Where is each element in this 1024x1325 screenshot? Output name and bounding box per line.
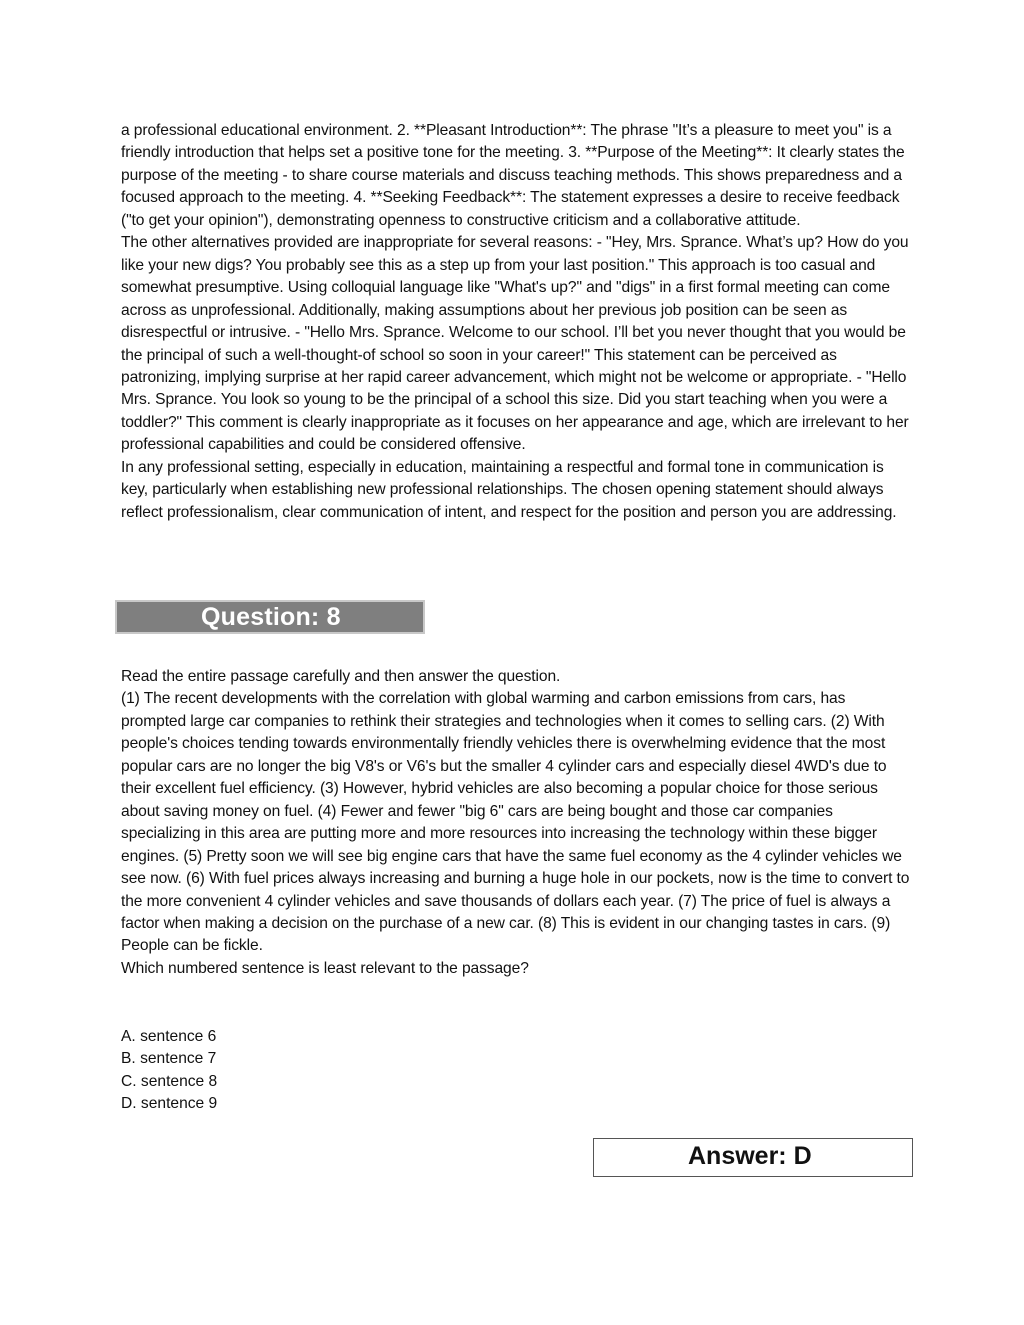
question-prompt: Which numbered sentence is least relevant to the passage? [121,959,529,977]
question-body [121,666,911,980]
answer-options [121,1026,217,1116]
question-header [115,600,425,634]
option-a: A. sentence 6 [121,1028,217,1045]
explanation-paragraph-3: In any professional setting, especially in education, maintaining a respectful and formal tone in communication is key, particularly when establishing new professional relationships. The chosen opening statement should always reflect professionalism, clear communication of intent, and respect for the position and person you are addressing. [121,458,897,521]
explanation-paragraph-1: a professional educational environment. 2. **Pleasant Introduction**: The phrase "It’s a pleasure to meet you" is a friendly introduction that helps set a positive tone for the meeting. 3. **Purpose of the Meeting**: It clearly states the purpose of the meeting - to share course materials and discuss teaching methods. This shows preparedness and a focused approach to the meeting. 4. **Seeking Feedback**: The statement expresses a desire to receive feedback ("to get your opinion"), demonstrating openness to constructive criticism and a collaborative attitude. [121,122,905,229]
answer-box [593,1138,913,1177]
explanation-paragraph-2: The other alternatives provided are inappropriate for several reasons: - "Hey, Mrs. Sprance. What’s up? How do you like your new digs? You probably see this as a step up from your last position." This approach is too casual and somewhat presumptive. Using colloquial language like "What's up?" and "digs" in a first formal meeting can come across as unprofessional. Additionally, making assumptions about her previous job position can be seen as disrespectful or intrusive. - "Hello Mrs. Sprance. Welcome to our school. I’ll bet you never thought that you would be the principal of such a well-thought-of school so soon in your career!" This statement can be perceived as patronizing, implying surprise at her rapid career advancement, which might not be welcome or appropriate. - "Hello Mrs. Sprance. You look so young to be the principal of a school this size. Did you start teaching when you were a toddler?" This comment is clearly inappropriate as it focuses on her appearance and age, which are irrelevant to her professional capabilities and could be considered offensive. [121,234,909,454]
option-c: C. sentence 8 [121,1072,218,1090]
option-d: D. sentence 9 [121,1095,218,1113]
previous-explanation [121,120,911,524]
question-passage: (1) The recent developments with the correlation with global warming and carbon emissions from cars, has prompted large car companies to rethink their strategies and technologies when it comes to selling cars. (2) With people's choices tending towards environmentally friendly vehicles there is overwhelming evidence that the most popular cars are no longer the big V8's or V6's but the smaller 4 cylinder cars and especially diesel 4WD's due to their excellent fuel efficiency. (3) However, hybrid vehicles are also becoming a popular choice for those serious about saving money on fuel. (4) Fewer and fewer "big 6" cars are being bought and those car companies specializing in this area are putting more and more resources into increasing the technology within these bigger engines. (5) Pretty soon we will see big engine cars that have the same fuel economy as the 4 cylinder vehicles we see now. (6) With fuel prices always increasing and burning a huge hole in our pockets, now is the time to convert to the more convenient 4 cylinder vehicles and save thousands of dollars each year. (7) The price of fuel is always a factor when making a decision on the purchase of a new car. (8) This is evident in our changing tastes in cars. (9) People can be fickle. [121,690,910,955]
question-number: Question: 8 [201,603,341,631]
answer-label: Answer: D [688,1142,812,1170]
option-b: B. sentence 7 [121,1050,217,1068]
question-instruction: Read the entire passage carefully and then answer the question. [121,668,561,685]
